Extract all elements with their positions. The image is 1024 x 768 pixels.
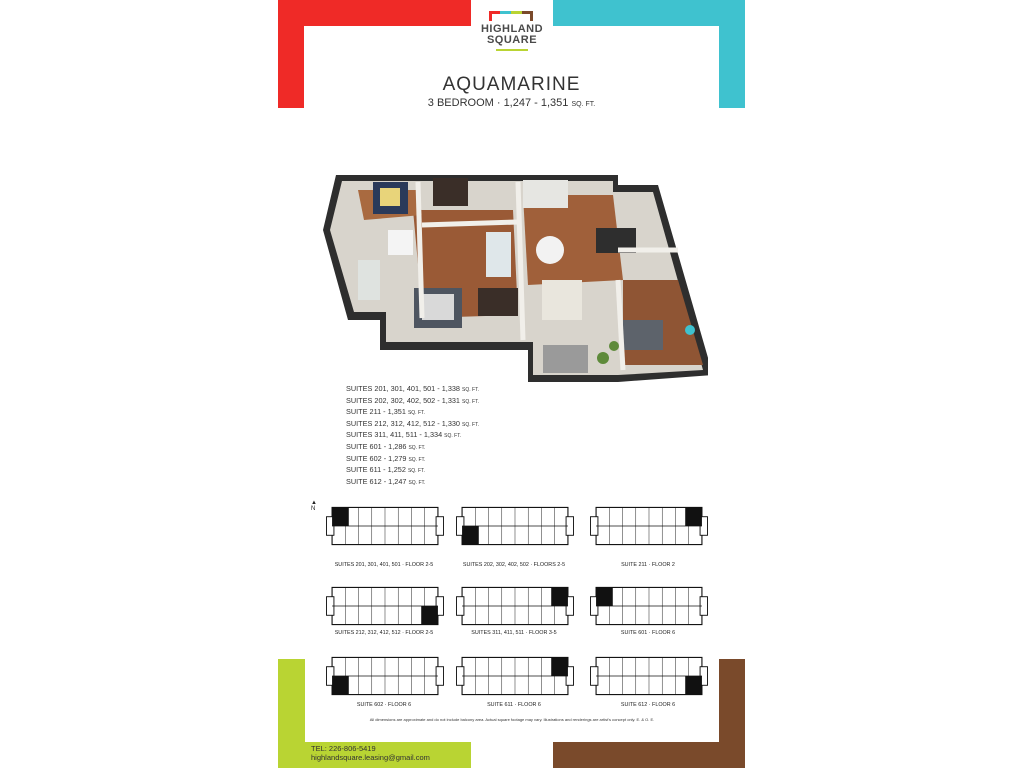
suite-unit: SQ. FT. — [408, 456, 426, 463]
brown-corner-frame-base — [553, 742, 745, 768]
suite-unit: SQ. FT. — [408, 479, 426, 486]
suite-unit: SQ. FT. — [407, 410, 425, 417]
suite-line — [346, 430, 479, 442]
north-label: N — [311, 506, 316, 512]
unit-subtitle — [278, 97, 745, 109]
suite-line — [346, 419, 479, 431]
key-plan-diagram — [588, 580, 710, 632]
suite-text: SUITE 211 - 1,351 — [346, 407, 406, 417]
logo-text — [468, 24, 556, 46]
contact-phone: TEL: 226-806-5419 — [311, 744, 376, 753]
suite-unit: SQ. FT. — [462, 421, 479, 428]
suite-text: SUITE 612 - 1,247 — [346, 476, 407, 486]
key-plan-label: SUITES 202, 302, 402, 502 · FLOORS 2-5 — [462, 562, 566, 568]
suite-text: SUITE 611 - 1,252 — [346, 465, 406, 475]
logo-line-1: HIGHLAND — [480, 23, 544, 35]
key-plan-label: SUITE 601 · FLOOR 6 — [620, 630, 676, 636]
contact-info — [311, 744, 430, 762]
key-plan-diagram — [454, 580, 576, 632]
key-plan-diagram — [324, 500, 446, 552]
key-plans-grid — [300, 496, 740, 714]
key-plan-label: SUITES 311, 411, 511 · FLOOR 3-5 — [471, 630, 557, 636]
suite-text: SUITE 601 - 1,286 — [346, 441, 407, 451]
suite-line — [346, 442, 479, 454]
suite-line — [346, 407, 479, 419]
suite-unit: SQ. FT. — [407, 468, 425, 475]
suite-text: SUITES 311, 411, 511 - 1,334 — [346, 430, 443, 440]
suite-unit: SQ. FT. — [408, 444, 426, 451]
key-plan-label: SUITES 201, 301, 401, 501 · FLOOR 2-5 — [334, 562, 434, 568]
key-plan-diagram — [324, 650, 446, 702]
suite-text: SUITE 602 - 1,279 — [346, 453, 407, 463]
suite-text: SUITES 201, 301, 401, 501 - 1,338 — [346, 384, 460, 393]
suite-unit: SQ. FT. — [462, 387, 479, 393]
floor-plan-illustration — [318, 170, 708, 390]
north-arrow-icon: ▲ — [311, 500, 317, 506]
logo-line-2: SQUARE — [486, 34, 538, 46]
key-plan-label: SUITE 602 · FLOOR 6 — [356, 702, 412, 708]
suite-text: SUITES 202, 302, 402, 502 - 1,331 — [346, 395, 460, 405]
disclaimer: All dimensions are approximate and do not include balcony area. Actual square footage may vary. Illustrations and renderings are artist's concept only. E. & O. E. — [369, 717, 655, 722]
unit-name: AQUAMARINE — [442, 74, 581, 95]
suite-line — [346, 454, 479, 466]
suite-line — [346, 384, 479, 396]
key-plan-label: SUITE 612 · FLOOR 6 — [620, 702, 676, 708]
suite-line — [346, 465, 479, 477]
key-plan-diagram — [454, 500, 576, 552]
suite-unit: SQ. FT. — [444, 433, 462, 440]
key-plan-label: SUITE 211 · FLOOR 2 — [621, 562, 675, 568]
key-plan-label: SUITES 212, 312, 412, 512 · FLOOR 2-5 — [334, 630, 434, 636]
key-plan-diagram — [588, 650, 710, 702]
unit-subtitle-unit: SQ. FT. — [571, 101, 596, 108]
suite-line — [346, 396, 479, 408]
key-plan-diagram — [588, 500, 710, 552]
suite-line — [346, 477, 479, 489]
key-plan-diagram — [454, 650, 576, 702]
unit-subtitle-main: 3 BEDROOM · 1,247 - 1,351 — [427, 97, 569, 109]
suite-text: SUITES 212, 312, 412, 512 - 1,330 — [346, 418, 460, 428]
suites-list — [346, 384, 479, 488]
suite-unit: SQ. FT. — [462, 398, 479, 405]
key-plan-diagram — [324, 580, 446, 632]
logo-underline — [496, 49, 528, 51]
key-plan-label: SUITE 611 · FLOOR 6 — [487, 702, 541, 708]
logo-mark-icon — [489, 11, 533, 21]
contact-email: highlandsquare.leasing@gmail.com — [311, 753, 430, 762]
